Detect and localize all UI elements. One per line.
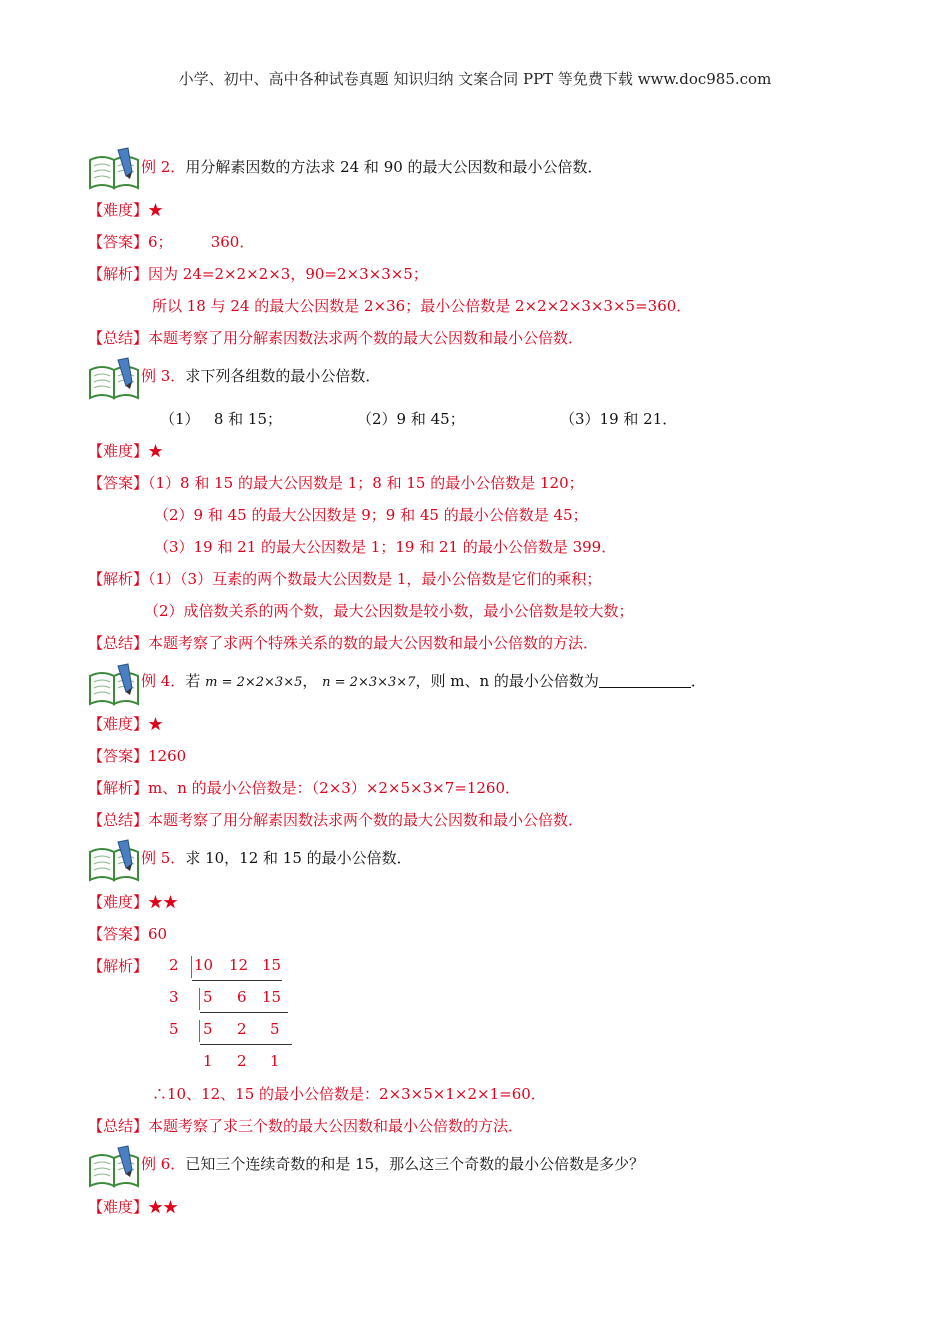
book-pencil-icon	[88, 838, 140, 882]
example-6-question: 例 6．已知三个连续奇数的和是 15，那么这三个奇数的最小公倍数是多少？	[141, 1155, 645, 1173]
division-rule	[200, 1012, 288, 1013]
division-cell: 2	[237, 1052, 247, 1070]
division-rule	[192, 980, 282, 981]
example-2-summary: 【总结】本题考察了用分解素因数法求两个数的最大公因数和最小公倍数．	[88, 329, 584, 347]
example-2-answer: 【答案】6； 360．	[88, 233, 255, 251]
division-cell: 6	[237, 988, 247, 1006]
divisor: 2	[169, 956, 179, 974]
book-pencil-icon	[88, 1144, 140, 1188]
example-3-summary: 【总结】本题考察了求两个特殊关系的数的最大公因数和最小公倍数的方法．	[88, 634, 599, 652]
division-rule	[200, 1044, 292, 1045]
division-cell: 5	[270, 1020, 280, 1038]
division-cell: 10	[194, 956, 214, 974]
division-cell: 15	[262, 988, 282, 1006]
division-cell: 5	[203, 988, 213, 1006]
page-header: 小学、初中、高中各种试卷真题 知识归纳 文案合同 PPT 等免费下载 www.doc985.com	[178, 70, 772, 88]
example-4-answer: 【答案】1260	[88, 747, 187, 765]
example-4-analysis: 【解析】m、n 的最小公倍数是：（2×3）×2×5×3×7=1260．	[88, 779, 521, 797]
example-5-conclusion: ∴10、12、15 的最小公倍数是：2×3×5×1×2×1=60．	[152, 1085, 546, 1103]
division-bar	[199, 1020, 200, 1042]
division-cell: 15	[262, 956, 282, 974]
example-3-item-1: （1） 8 和 15；	[160, 410, 283, 428]
division-cell: 12	[229, 956, 249, 974]
example-3-analysis: 【解析】（1）（3）互素的两个数最大公因数是 1，最小公倍数是它们的乘积；	[88, 570, 602, 588]
division-cell: 5	[203, 1020, 213, 1038]
division-bar	[191, 956, 192, 978]
example-5-analysis-label: 【解析】	[88, 957, 149, 975]
book-pencil-icon	[88, 146, 140, 190]
example-4-summary: 【总结】本题考察了用分解素因数法求两个数的最大公因数和最小公倍数．	[88, 811, 584, 829]
example-2-analysis-cont: 所以 18 与 24 的最大公因数是 2×36；最小公倍数是 2×2×2×3×3×5=360．	[152, 297, 692, 315]
n-expression: n = 2×3×3×7	[322, 675, 416, 690]
example-5-answer: 【答案】60	[88, 925, 168, 943]
division-cell: 1	[203, 1052, 213, 1070]
example-4-difficulty: 【难度】★	[88, 715, 164, 733]
example-3-item-3: （3）19 和 21．	[560, 410, 678, 428]
division-cell: 2	[237, 1020, 247, 1038]
book-pencil-icon	[88, 662, 140, 706]
division-cell: 1	[270, 1052, 280, 1070]
example-2-question: 例 2．用分解素因数的方法求 24 和 90 的最大公因数和最小公倍数．	[141, 158, 603, 176]
example-3-analysis-cont: （2）成倍数关系的两个数，最大公因数是较小数，最小公倍数是较大数；	[144, 602, 634, 620]
m-expression: m = 2×2×3×5	[205, 675, 303, 690]
answer-blank	[599, 673, 691, 688]
example-3-answer: 【答案】（1）8 和 15 的最大公因数是 1；8 和 15 的最小公倍数是 120；	[88, 474, 584, 492]
example-6-difficulty: 【难度】★★	[88, 1198, 179, 1216]
example-3-answer-3: （3）19 和 21 的最大公因数是 1；19 和 21 的最小公倍数是 399．	[154, 538, 617, 556]
example-3-item-2: （2）9 和 45；	[357, 410, 465, 428]
example-4-question: 例 4．若 m = 2×2×3×5， n = 2×3×3×7，则 m、n 的最小公倍数为 ．	[141, 672, 706, 690]
example-2-analysis: 【解析】因为 24=2×2×2×3，90=2×3×3×5；	[88, 265, 428, 283]
book-pencil-icon	[88, 356, 140, 400]
example-3-difficulty: 【难度】★	[88, 442, 164, 460]
example-5-question: 例 5．求 10，12 和 15 的最小公倍数．	[141, 849, 412, 867]
example-5-difficulty: 【难度】★★	[88, 893, 179, 911]
example-2-difficulty: 【难度】★	[88, 201, 164, 219]
example-3-answer-2: （2）9 和 45 的最大公因数是 9；9 和 45 的最小公倍数是 45；	[154, 506, 588, 524]
division-bar	[199, 988, 200, 1010]
divisor: 3	[169, 988, 179, 1006]
example-3-question: 例 3．求下列各组数的最小公倍数．	[141, 367, 381, 385]
example-5-summary: 【总结】本题考察了求三个数的最大公因数和最小公倍数的方法．	[88, 1117, 524, 1135]
divisor: 5	[169, 1020, 179, 1038]
